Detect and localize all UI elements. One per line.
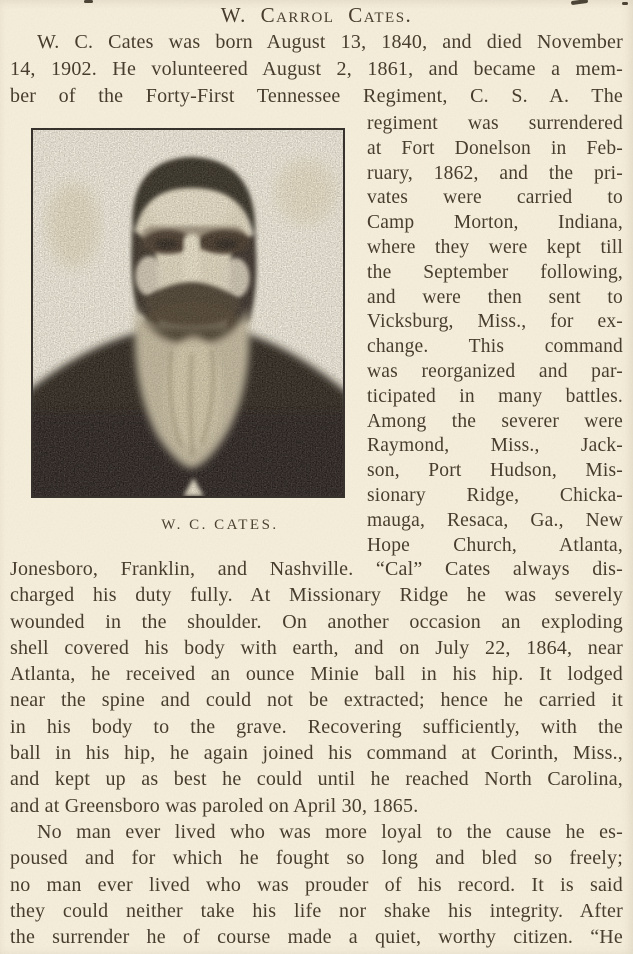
text-line: ticipated in many battles. <box>367 385 623 407</box>
text-line: ruary, 1862, and the pri- <box>367 162 623 184</box>
text-line: vates were carried to <box>367 187 623 209</box>
text-line: Atlanta, he received an ounce Minie ball in his hip. It lodged <box>10 663 623 686</box>
page-title: W. Carrol Cates. <box>220 3 413 27</box>
text-line: mauga, Resaca, Ga., New <box>367 509 623 531</box>
text-line: and at Greensboro was paroled on April 30, 1865. <box>10 794 419 817</box>
text-line: poused and for which he fought so long and bled so freely; <box>10 847 623 870</box>
main-text-block <box>10 556 623 950</box>
text-line: W. C. Cates was born August 13, 1840, and died November <box>37 31 623 53</box>
text-line: ber of the Forty-First Tennessee Regiment, C. S. A. The <box>10 85 623 107</box>
text-line: Jonesboro, Franklin, and Nashville. “Cal” Cates always dis- <box>10 558 623 580</box>
text-line: change. This command <box>367 336 623 358</box>
text-line: and kept up as best he could until he reached North Carolina, <box>10 768 623 791</box>
text-line: ball in his hip, he again joined his command at Corinth, Miss., <box>10 742 623 765</box>
text-line: regiment was surrendered <box>367 113 623 134</box>
text-line: was reorganized and par- <box>367 360 623 382</box>
text-line: Hope Church, Atlanta, <box>367 534 623 556</box>
wrapped-text-column <box>367 112 623 558</box>
suit-speckle-grain <box>33 355 343 496</box>
portrait-photo <box>33 130 343 496</box>
text-line: shell covered his body with earth, and on July 22, 1864, near <box>10 636 623 659</box>
text-line: No man ever lived who was more loyal to the cause he es- <box>37 820 623 843</box>
text-line: near the spine and could not be extracted; hence he carried it <box>10 689 623 712</box>
portrait-photo-frame <box>31 128 345 498</box>
text-line: in his body to the grave. Recovering sufficiently, with the <box>10 715 623 738</box>
text-line: they could neither take his life nor shake his integrity. After <box>10 899 623 922</box>
text-line: where they were kept till <box>367 236 623 258</box>
text-line: 14, 1902. He volunteered August 2, 1861, and became a mem- <box>10 58 623 80</box>
text-line: Camp Morton, Indiana, <box>367 212 623 234</box>
text-line: the September following, <box>367 261 623 283</box>
text-line: and were then sent to <box>367 286 623 308</box>
photo-caption: W. C. CATES. <box>161 517 279 533</box>
text-line: wounded in the shoulder. On another occasion an exploding <box>10 610 623 633</box>
text-line: son, Port Hudson, Mis- <box>367 460 623 482</box>
text-line: charged his duty fully. At Missionary Ridge he was severely <box>10 584 623 607</box>
text-line: sionary Ridge, Chicka- <box>367 484 623 506</box>
opening-paragraph <box>10 29 623 110</box>
text-line: Raymond, Miss., Jack- <box>367 435 623 457</box>
text-line: no man ever lived who was prouder of his record. It is said <box>10 873 623 896</box>
text-line: Vicksburg, Miss., for ex- <box>367 311 623 333</box>
text-line: Among the severer were <box>367 410 623 432</box>
text-line: the surrender he of course made a quiet, worthy citizen. “He <box>10 926 623 949</box>
text-line: at Fort Donelson in Feb- <box>367 137 623 159</box>
